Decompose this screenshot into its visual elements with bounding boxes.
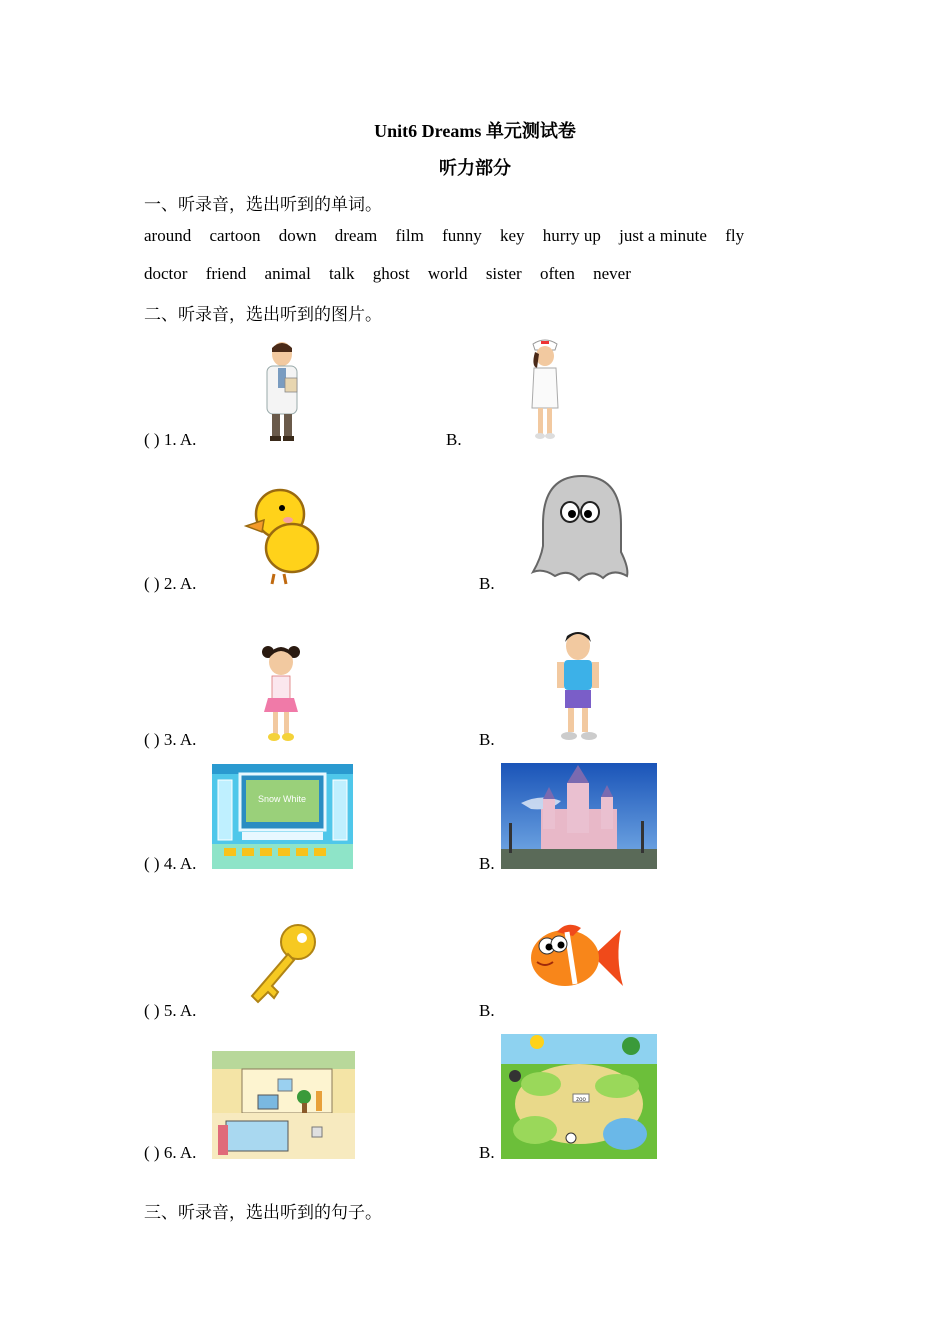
word: ghost bbox=[372, 264, 410, 283]
word: key bbox=[499, 226, 525, 245]
q4-a-label: ( ) 4. A. bbox=[144, 854, 197, 873]
word-row-2 bbox=[144, 264, 645, 284]
fish-icon bbox=[527, 920, 625, 996]
q5-b-label: B. bbox=[479, 1001, 495, 1020]
word-row-1 bbox=[144, 226, 758, 246]
q6-b-label: B. bbox=[479, 1143, 495, 1162]
girl-icon bbox=[260, 640, 302, 744]
q3-b-label: B. bbox=[479, 730, 495, 749]
chick-icon bbox=[240, 486, 322, 586]
zoo-caption: zoo bbox=[576, 1097, 586, 1103]
zoo-icon bbox=[501, 1034, 657, 1159]
cinema-icon bbox=[212, 764, 353, 869]
word: film bbox=[395, 226, 424, 245]
room-icon bbox=[212, 1051, 355, 1159]
word: animal bbox=[264, 264, 311, 283]
word: around bbox=[144, 226, 192, 245]
section1-heading: 一、听录音，选出听到的单词。 bbox=[144, 195, 382, 214]
q3-a-label: ( ) 3. A. bbox=[144, 730, 197, 749]
word: world bbox=[427, 264, 468, 283]
word: dream bbox=[334, 226, 378, 245]
page-title: Unit6 Dreams 单元测试卷 bbox=[374, 121, 576, 141]
word: talk bbox=[329, 264, 355, 283]
word: fly bbox=[725, 226, 745, 245]
q2-a-label: ( ) 2. A. bbox=[144, 574, 197, 593]
castle-icon bbox=[501, 763, 657, 869]
boy-icon bbox=[553, 628, 603, 744]
ghost-icon bbox=[529, 472, 635, 584]
q2-b-label: B. bbox=[479, 574, 495, 593]
word: hurry up bbox=[542, 226, 601, 245]
page-subtitle: 听力部分 bbox=[439, 158, 511, 178]
word: doctor bbox=[144, 264, 188, 283]
q5-a-label: ( ) 5. A. bbox=[144, 1001, 197, 1020]
word: cartoon bbox=[209, 226, 261, 245]
nurse-icon bbox=[525, 336, 565, 442]
q1-b-label: B. bbox=[446, 430, 462, 449]
section3-heading: 三、听录音，选出听到的句子。 bbox=[144, 1203, 382, 1222]
word: often bbox=[539, 264, 575, 283]
doctor-icon bbox=[255, 340, 310, 444]
word: just a minute bbox=[619, 226, 707, 245]
key-icon bbox=[246, 922, 318, 1004]
word: sister bbox=[485, 264, 522, 283]
word: friend bbox=[205, 264, 247, 283]
section2-heading: 二、听录音，选出听到的图片。 bbox=[144, 305, 382, 324]
q1-a-label: ( ) 1. A. bbox=[144, 430, 197, 449]
q6-a-label: ( ) 6. A. bbox=[144, 1143, 197, 1162]
word: never bbox=[593, 264, 631, 283]
word: funny bbox=[442, 226, 482, 245]
q4-b-label: B. bbox=[479, 854, 495, 873]
cinema-caption: Snow White bbox=[257, 794, 307, 804]
word: down bbox=[278, 226, 317, 245]
